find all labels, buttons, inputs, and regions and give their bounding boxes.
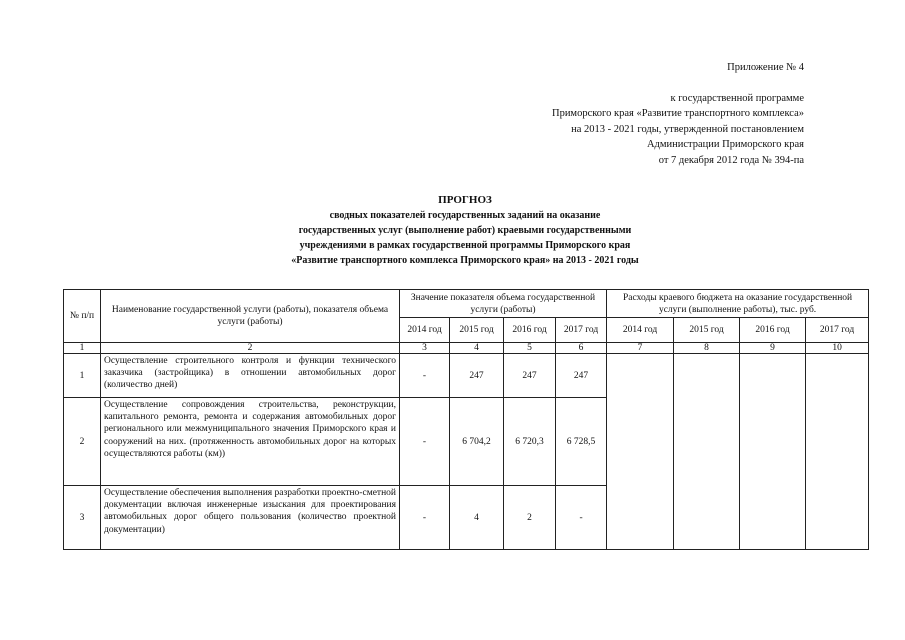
row-num: 3 bbox=[64, 486, 101, 550]
title-line: «Развитие транспортного комплекса Приморского края» на 2013 - 2021 годы bbox=[291, 255, 639, 266]
index-cell: 7 bbox=[607, 343, 674, 354]
row-num: 1 bbox=[64, 354, 101, 398]
forecast-table bbox=[63, 289, 869, 550]
header-year: 2015 год bbox=[450, 318, 504, 343]
row-value: 4 bbox=[450, 486, 504, 550]
header-year: 2016 год bbox=[504, 318, 556, 343]
row-value: - bbox=[556, 486, 607, 550]
header-expense-year: 2017 год bbox=[806, 318, 869, 343]
appendix-line: от 7 декабря 2012 года № 394-па bbox=[658, 154, 804, 166]
appendix-line: Администрации Приморского края bbox=[646, 139, 804, 150]
row-value: 6 720,3 bbox=[504, 398, 556, 486]
row-value: 6 728,5 bbox=[556, 398, 607, 486]
row-value: 247 bbox=[504, 354, 556, 398]
header-year: 2014 год bbox=[400, 318, 450, 343]
index-cell: 8 bbox=[674, 343, 740, 354]
row-name: Осуществление обеспечения выполнения разработки проектно-сметной документации включая инженерные изыскания для проектирования автомобильных дорог общего пользования (количество проектной документации) bbox=[101, 486, 400, 550]
appendix-line: на 2013 - 2021 годы, утвержденной постановлением bbox=[571, 123, 804, 135]
row-value: 6 704,2 bbox=[450, 398, 504, 486]
header-expense-year: 2015 год bbox=[674, 318, 740, 343]
index-cell: 3 bbox=[400, 343, 450, 354]
row-value: - bbox=[400, 398, 450, 486]
title-line: государственных услуг (выполнение работ) краевыми государственными bbox=[298, 225, 632, 236]
row-value: 247 bbox=[450, 354, 504, 398]
document-title bbox=[180, 193, 750, 268]
header-expense-group: Расходы краевого бюджета на оказание государственной услуги (выполнение работы), тыс. руб. bbox=[607, 290, 869, 318]
index-cell: 9 bbox=[740, 343, 806, 354]
header-expense-year: 2014 год bbox=[607, 318, 674, 343]
header-year: 2017 год bbox=[556, 318, 607, 343]
header-expense-year: 2016 год bbox=[740, 318, 806, 343]
appendix-header bbox=[552, 60, 804, 168]
index-cell: 2 bbox=[101, 343, 400, 354]
row-value: - bbox=[400, 354, 450, 398]
row-value: 2 bbox=[504, 486, 556, 550]
table-row bbox=[64, 354, 869, 398]
header-num: № п/п bbox=[64, 290, 101, 343]
index-cell: 4 bbox=[450, 343, 504, 354]
row-value: 247 bbox=[556, 354, 607, 398]
index-cell: 6 bbox=[556, 343, 607, 354]
row-name: Осуществление сопровождения строительства, реконструкции, капитального ремонта, ремонта и содержания автомобильных дорог регионального или межмуниципального значения Приморского края и сооружений на них. (протяженность автомобильных дорог на которых осуществляются работы (км)) bbox=[101, 398, 400, 486]
expense-cell bbox=[740, 354, 806, 550]
index-cell: 10 bbox=[806, 343, 869, 354]
row-value: - bbox=[400, 486, 450, 550]
expense-cell bbox=[806, 354, 869, 550]
appendix-number: Приложение № 4 bbox=[727, 62, 804, 73]
appendix-line: к государственной программе bbox=[670, 92, 804, 104]
index-cell: 5 bbox=[504, 343, 556, 354]
expense-cell bbox=[674, 354, 740, 550]
row-name: Осуществление строительного контроля и функции технического заказчика (застройщика) в отношении автомобильных дорог (количество дней) bbox=[101, 354, 400, 398]
index-cell: 1 bbox=[64, 343, 101, 354]
title-main: ПРОГНОЗ bbox=[438, 194, 492, 206]
expense-cell bbox=[607, 354, 674, 550]
header-value-group: Значение показателя объема государственной услуги (работы) bbox=[400, 290, 607, 318]
title-line: сводных показателей государственных заданий на оказание bbox=[329, 210, 601, 221]
header-name: Наименование государственной услуги (работы), показателя объема услуги (работы) bbox=[101, 290, 400, 343]
row-num: 2 bbox=[64, 398, 101, 486]
title-line: учреждениями в рамках государственной программы Приморского края bbox=[299, 240, 631, 251]
index-row bbox=[64, 343, 869, 354]
appendix-line: Приморского края «Развитие транспортного комплекса» bbox=[551, 108, 804, 119]
